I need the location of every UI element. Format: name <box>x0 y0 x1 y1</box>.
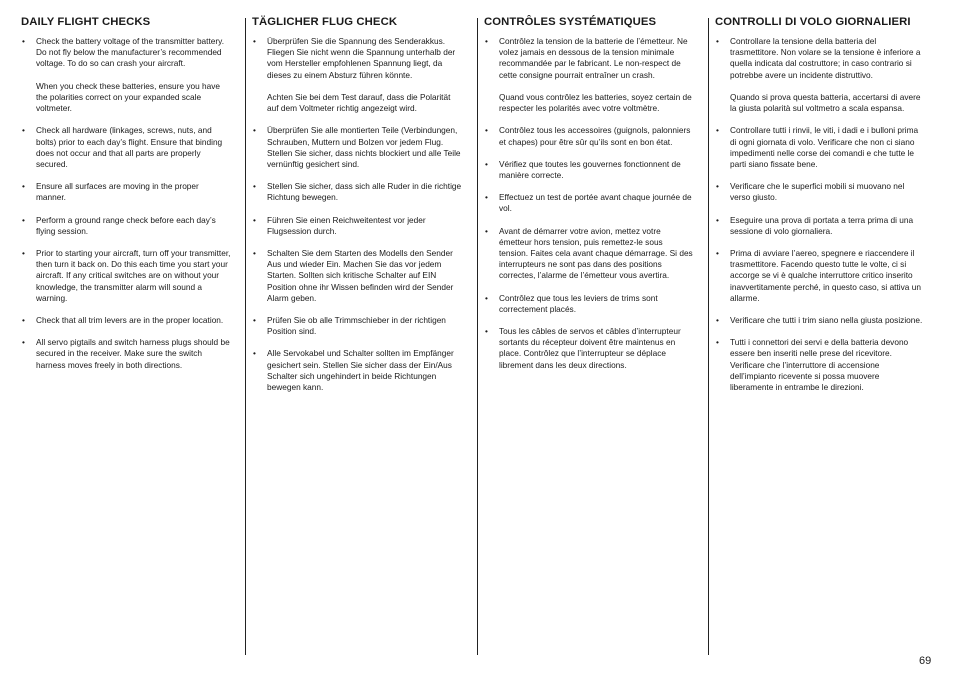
bullet-icon: • <box>485 225 488 236</box>
checklist <box>715 36 925 393</box>
bullet-icon: • <box>22 248 25 259</box>
checklist-item-text: Verificare che tutti i trim siano nella giusta posizione. <box>730 315 923 326</box>
checklist-item-text: Contrôlez que tous les leviers de trims sont correctement placés. <box>499 292 658 314</box>
checklist-item-text: Tous les câbles de servos et câbles d’interrupteur sortants du récepteur doivent être maintenus en place. Contrôlez que l’interrupteur se déplace librement dans les deux directions. <box>499 326 681 370</box>
bullet-icon: • <box>716 337 719 348</box>
checklist-item-text: Check all hardware (linkages, screws, nuts, and bolts) prior to each day’s flight. Ensure that binding does not occur and that all parts are properly secured. <box>36 125 223 170</box>
bullet-icon: • <box>253 36 256 46</box>
checklist-item <box>21 36 231 114</box>
checklist-item <box>252 181 462 203</box>
bullet-icon: • <box>485 192 488 203</box>
bullet-icon: • <box>253 248 256 259</box>
checklist-item-text: All servo pigtails and switch harness plugs should be secured in the receiver. Make sure the switch harness moves freely in both directions. <box>36 337 230 370</box>
checklist <box>21 36 231 371</box>
bullet-icon: • <box>485 292 488 303</box>
checklist-item-text: Prior to starting your aircraft, turn off your transmitter, then turn it back on. Do this each time you start your aircraft. If any critical switches are on without your knowledge, the transmitter alarm will sound a warning. <box>36 248 231 303</box>
bullet-icon: • <box>253 181 256 192</box>
checklist-item <box>715 125 925 170</box>
checklist-item-text: Schalten Sie dem Starten des Modells den Sender Aus und wieder Ein. Machen Sie das vor jedem Starten. Sollten sich kritische Schalter auf EIN Position ohne ihr Wissen befinden wird der Sender Alarm geben. <box>267 248 454 303</box>
checklist-item-text: Quand vous contrôlez les batteries, soyez certain de respecter les polarités avec votre voltmètre. <box>499 92 692 114</box>
checklist-item <box>21 181 231 203</box>
checklist-item-text: Achten Sie bei dem Test darauf, dass die Polarität auf dem Voltmeter richtig angezeigt wird. <box>267 92 451 114</box>
bullet-icon: • <box>22 181 25 192</box>
checklist-item <box>252 125 462 170</box>
page-number: 69 <box>919 655 932 667</box>
checklist-item <box>484 159 694 181</box>
column-french <box>484 16 694 382</box>
checklist-item-text: Führen Sie einen Reichweitentest vor jeder Flugsession durch. <box>267 214 426 236</box>
bullet-icon: • <box>253 315 256 326</box>
checklist-item-text: Eseguire una prova di portata a terra prima di una sessione di volo giornaliera. <box>730 214 914 236</box>
checklist-item <box>252 248 462 304</box>
column-divider <box>245 18 246 655</box>
column-divider <box>708 18 709 655</box>
bullet-icon: • <box>485 158 488 169</box>
checklist-item <box>715 36 925 114</box>
checklist-item-text: Verificare che le superfici mobili si muovano nel verso giusto. <box>730 181 905 203</box>
bullet-icon: • <box>716 214 719 225</box>
checklist-item-text: Controllare tutti i rinvii, le viti, i dadi e i bulloni prima di ogni giornata di volo. Verificare che non ci siano impedimenti nelle corse dei comandi e che tutte le parti siano fissate bene. <box>730 125 919 170</box>
checklist-item <box>21 315 231 326</box>
checklist-item-text: Avant de démarrer votre avion, mettez votre émetteur hors tension, puis remettez-le sous tension. Faites cela avant chaque démarrage. Si des interrupteurs ne sont pas dans des positions correctes, l’alarme de l’émetteur vous avertira. <box>499 225 693 281</box>
bullet-icon: • <box>253 348 256 359</box>
bullet-icon: • <box>485 326 488 337</box>
checklist-item <box>252 315 462 337</box>
bullet-icon: • <box>22 214 25 225</box>
checklist-item-text: Prüfen Sie ob alle Trimmschieber in der richtigen Position sind. <box>267 315 446 337</box>
checklist-item <box>715 215 925 237</box>
checklist-item-text: Effectuez un test de portée avant chaque journée de vol. <box>499 192 692 214</box>
checklist-item-text: Contrôlez la tension de la batterie de l’émetteur. Ne volez jamais en dessous de la tension minimale recommandée par le fabricant. Le non-respect de cette consigne pourrait entraîner un crash. <box>499 36 688 80</box>
column-title: CONTROLLI DI VOLO GIORNALIERI <box>715 16 911 28</box>
bullet-icon: • <box>253 125 256 136</box>
checklist-item-text: Quando si prova questa batteria, accertarsi di avere la giusta polarità sul voltmetro a scala espansa. <box>730 92 921 114</box>
bullet-icon: • <box>253 214 256 225</box>
bullet-icon: • <box>22 337 25 348</box>
column-german <box>252 16 462 404</box>
checklist-item <box>715 248 925 304</box>
bullet-icon: • <box>716 181 719 192</box>
checklist-item <box>252 36 462 114</box>
checklist <box>484 36 694 371</box>
column-english <box>21 16 231 382</box>
checklist-item-text: Check that all trim levers are in the proper location. <box>36 315 224 326</box>
column-title: TÄGLICHER FLUG CHECK <box>252 16 398 28</box>
checklist-item-text: Controllare la tensione della batteria del trasmettitore. Non volare se la tensione è inferiore a quella indicata dal costruttore; in caso contrario si potrebbe avere un incidente distruttivo. <box>730 36 921 80</box>
column-italian <box>715 16 925 404</box>
bullet-icon: • <box>485 125 488 136</box>
checklist-item <box>715 181 925 203</box>
checklist-item <box>21 215 231 237</box>
checklist-item <box>715 315 925 326</box>
checklist-item-text: Stellen Sie sicher, dass sich alle Ruder in die richtige Richtung bewegen. <box>267 181 462 203</box>
checklist-item-text: Überprüfen Sie alle montierten Teile (Verbindungen, Schrauben, Muttern und Bolzen vor jedem Flug. Stellen Sie sicher, dass nichts blockiert und alle Teile vernünftig gesichert sind. <box>267 125 461 170</box>
bullet-icon: • <box>716 248 719 259</box>
bullet-icon: • <box>716 315 719 326</box>
bullet-icon: • <box>716 36 719 46</box>
checklist-item-text: Perform a ground range check before each day’s flying session. <box>36 214 216 236</box>
checklist-item <box>715 337 925 393</box>
checklist-item <box>21 125 231 170</box>
checklist-item-text: Tutti i connettori dei servi e della batteria devono essere ben inseriti nelle prese del ricevitore. Verificare che l’interruttore di accensione dell’impianto ricevente si possa muovere liberamente in entrambe le direzioni. <box>730 337 909 393</box>
bullet-icon: • <box>716 125 719 136</box>
checklist-item <box>484 326 694 371</box>
checklist-item <box>21 337 231 371</box>
checklist-item <box>484 125 694 147</box>
checklist-item-text: Check the battery voltage of the transmitter battery. Do not fly below the manufacturer’s recommended voltage. To do so can crash your aircraft. <box>36 36 225 69</box>
checklist-item <box>252 348 462 393</box>
checklist-item <box>21 248 231 304</box>
checklist-item <box>484 226 694 282</box>
checklist-item-text: Ensure all surfaces are moving in the proper manner. <box>36 181 199 203</box>
bullet-icon: • <box>22 36 25 46</box>
checklist-item <box>484 293 694 315</box>
bullet-icon: • <box>22 125 25 136</box>
checklist-item-text: When you check these batteries, ensure you have the polarities correct on your expanded scale voltmeter. <box>36 80 221 114</box>
checklist-item-text: Contrôlez tous les accessoires (guignols, palonniers et chapes) pour être sûr qu’ils sont en bon état. <box>499 125 691 147</box>
checklist-item <box>484 36 694 114</box>
bullet-icon: • <box>485 36 488 46</box>
checklist-item <box>252 215 462 237</box>
checklist-item-text: Vérifiez que toutes les gouvernes fonctionnent de manière correcte. <box>499 158 681 181</box>
column-divider <box>477 18 478 655</box>
checklist-item-text: Alle Servokabel und Schalter sollten im Empfänger gesichert sein. Stellen Sie sicher dass der Ein/Aus Schalter sich ungehindert in beide Richtungen bewegen kann. <box>267 348 454 393</box>
checklist-item <box>484 192 694 214</box>
checklist-item-text: Überprüfen Sie die Spannung des Senderakkus. Fliegen Sie nicht wenn die Spannung unterhalb der vom Hersteller empfohlenen Spannung liegt, da dieses zu einem Absturz führen könnte. <box>267 36 456 80</box>
bullet-icon: • <box>22 315 25 326</box>
checklist <box>252 36 462 393</box>
checklist-item-text: Prima di avviare l’aereo, spegnere e riaccendere il trasmettitore. Facendo questo tutte le volte, ci si accorge se vi è qualche interruttore critico inserito inavvertitamente perché, in questo caso, si attiva un allarme. <box>730 248 921 303</box>
column-title: DAILY FLIGHT CHECKS <box>21 16 151 28</box>
column-title: CONTRÔLES SYSTÉMATIQUES <box>484 16 657 28</box>
